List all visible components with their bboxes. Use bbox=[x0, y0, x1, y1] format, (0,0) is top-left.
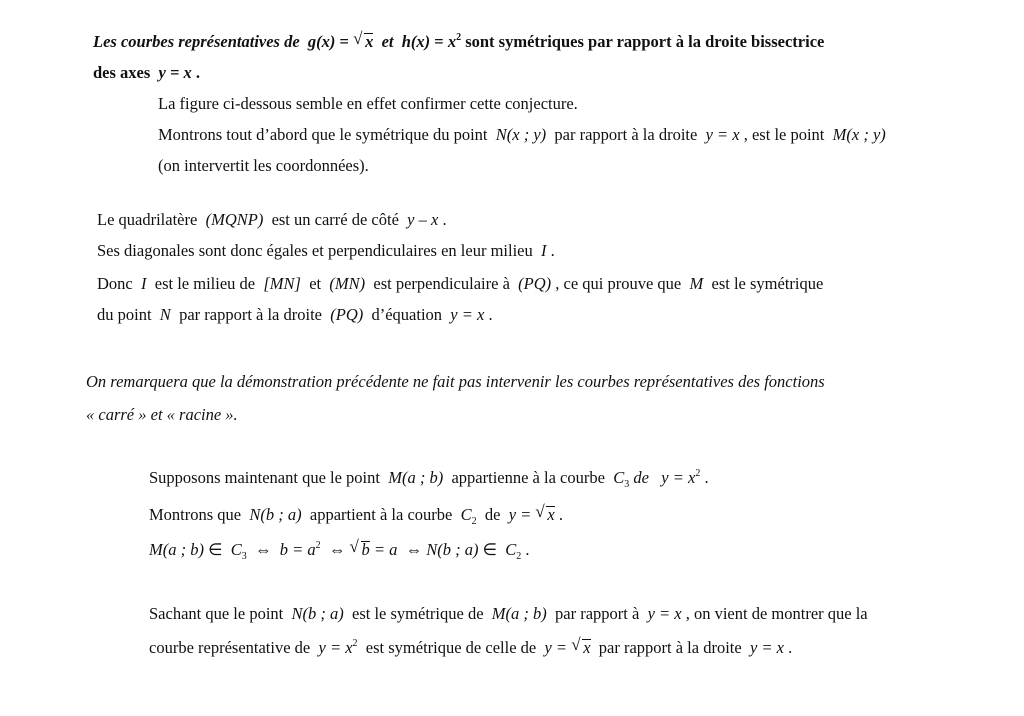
math: [MN] bbox=[263, 274, 301, 293]
math: M(a ; b) bbox=[149, 540, 204, 559]
text: par rapport à la droite bbox=[554, 125, 698, 144]
sqrt-symbol bbox=[546, 506, 554, 523]
p5-line-1 bbox=[149, 468, 709, 488]
text: On remarquera que la démonstration précédente ne fait pas intervenir les courbes représentatives des fonctions bbox=[86, 372, 825, 391]
text: . bbox=[558, 505, 563, 524]
p3-line-2 bbox=[97, 241, 555, 261]
math: I bbox=[141, 274, 147, 293]
text: . bbox=[195, 63, 201, 82]
math: M(x ; y) bbox=[832, 125, 886, 144]
math: y – x bbox=[407, 210, 439, 229]
text: est un carré de côté bbox=[271, 210, 399, 229]
math: N(x ; y) bbox=[495, 125, 547, 144]
equivalence-symbol: ⇔ bbox=[328, 540, 346, 559]
text: Sachant que le point bbox=[149, 604, 284, 623]
math: h(x) bbox=[401, 32, 431, 51]
math: I bbox=[541, 241, 547, 260]
p6-line-2 bbox=[149, 638, 792, 658]
text: est le symétrique bbox=[711, 274, 824, 293]
text: Ses diagonales sont donc égales et perpendiculaires en leur milieu bbox=[97, 241, 533, 260]
sqrt-symbol bbox=[582, 639, 590, 656]
math: N(b ; a) bbox=[249, 505, 302, 524]
math: x bbox=[365, 32, 374, 51]
exponent: 2 bbox=[456, 32, 462, 43]
math: (MN) bbox=[329, 274, 366, 293]
intro-line-2 bbox=[93, 63, 200, 83]
p3-line-1 bbox=[97, 210, 447, 230]
math: x bbox=[547, 505, 555, 524]
math: M(a ; b) bbox=[388, 468, 444, 487]
text: (on intervertit les coordonnées). bbox=[158, 156, 369, 175]
text: appartient à la courbe bbox=[309, 505, 453, 524]
text: courbe représentative de bbox=[149, 638, 311, 657]
text: Donc bbox=[97, 274, 133, 293]
equivalence-symbol: ⇔ bbox=[255, 540, 272, 559]
math: N(b ; a) bbox=[291, 604, 344, 623]
text: Supposons maintenant que le point bbox=[149, 468, 380, 487]
math: x bbox=[447, 32, 457, 51]
exponent: 2 bbox=[352, 638, 358, 649]
text: par rapport à la droite bbox=[179, 305, 322, 324]
exponent: 2 bbox=[315, 540, 321, 551]
subscript: 3 bbox=[624, 479, 630, 490]
text: des axes bbox=[93, 63, 151, 82]
equivalence-symbol: ⇔ bbox=[405, 540, 423, 559]
text: de bbox=[633, 468, 649, 487]
subscript: 2 bbox=[516, 551, 522, 562]
subscript: 2 bbox=[471, 516, 477, 527]
text: Montrons que bbox=[149, 505, 242, 524]
math: y = x bbox=[647, 604, 682, 623]
text: Les courbes représentatives de bbox=[93, 32, 300, 51]
text: et bbox=[309, 274, 322, 293]
math: M bbox=[689, 274, 704, 293]
sqrt-symbol bbox=[364, 33, 373, 50]
math: N(b ; a) bbox=[426, 540, 479, 559]
text: est symétrique de celle de bbox=[365, 638, 537, 657]
element-of-symbol: ∈ bbox=[208, 540, 223, 559]
math: y = x bbox=[705, 125, 740, 144]
text: appartienne à la courbe bbox=[451, 468, 605, 487]
text: . bbox=[525, 540, 530, 559]
math: C bbox=[230, 540, 242, 559]
math: y = x bbox=[318, 638, 353, 657]
math: (MQNP) bbox=[205, 210, 264, 229]
text: est perpendiculaire à bbox=[373, 274, 510, 293]
math: (PQ) bbox=[518, 274, 552, 293]
exponent: 2 bbox=[695, 468, 701, 479]
text: , est le point bbox=[743, 125, 825, 144]
sqrt-symbol bbox=[361, 541, 370, 558]
math: b = a bbox=[279, 540, 316, 559]
text: . bbox=[704, 468, 709, 487]
intro-line-1 bbox=[93, 32, 824, 52]
text: . bbox=[442, 210, 447, 229]
p2-line-3 bbox=[158, 156, 369, 176]
text: par rapport à bbox=[555, 604, 640, 623]
element-of-symbol: ∈ bbox=[482, 540, 498, 559]
p3-line-4 bbox=[97, 305, 493, 325]
text: = bbox=[434, 32, 444, 51]
p6-line-1 bbox=[149, 604, 868, 624]
text: sont symétriques par rapport à la droite bissectrice bbox=[465, 32, 825, 51]
text: , ce qui prouve que bbox=[555, 274, 682, 293]
p2-line-1 bbox=[158, 94, 578, 114]
text: Le quadrilatère bbox=[97, 210, 198, 229]
text: La figure ci-dessous semble en effet confirmer cette conjecture. bbox=[158, 94, 578, 113]
text: est le milieu de bbox=[154, 274, 256, 293]
text: d’équation bbox=[371, 305, 443, 324]
math: y = bbox=[508, 505, 532, 524]
text: . bbox=[788, 638, 793, 657]
text: du point bbox=[97, 305, 152, 324]
math: N bbox=[159, 305, 171, 324]
remark-line-1 bbox=[86, 372, 825, 392]
math: y = bbox=[544, 638, 568, 657]
text: . bbox=[488, 305, 493, 324]
text: , on vient de montrer que la bbox=[685, 604, 868, 623]
math: b bbox=[361, 540, 370, 559]
math: y = x bbox=[749, 638, 784, 657]
text: est le symétrique de bbox=[352, 604, 484, 623]
math: y = x bbox=[450, 305, 485, 324]
p3-line-3 bbox=[97, 274, 823, 294]
p5-line-2 bbox=[149, 505, 563, 525]
text: « carré » et « racine ». bbox=[86, 405, 238, 424]
text: et bbox=[381, 32, 394, 51]
p2-line-2 bbox=[158, 125, 886, 145]
math: = a bbox=[373, 540, 398, 559]
subscript: 3 bbox=[241, 551, 247, 562]
math: g(x) bbox=[307, 32, 336, 51]
p5-line-3 bbox=[149, 540, 530, 560]
math: (PQ) bbox=[330, 305, 364, 324]
math: C bbox=[613, 468, 625, 487]
text: de bbox=[484, 505, 501, 524]
math: x bbox=[583, 638, 591, 657]
text: = bbox=[339, 32, 349, 51]
math: M(a ; b) bbox=[491, 604, 547, 623]
text: . bbox=[550, 241, 555, 260]
remark-line-2 bbox=[86, 405, 238, 425]
text: Montrons tout d’abord que le symétrique du point bbox=[158, 125, 488, 144]
math: C bbox=[505, 540, 517, 559]
text: par rapport à la droite bbox=[598, 638, 742, 657]
math: y = x bbox=[158, 63, 192, 82]
math: C bbox=[460, 505, 472, 524]
math: y = x bbox=[661, 468, 696, 487]
